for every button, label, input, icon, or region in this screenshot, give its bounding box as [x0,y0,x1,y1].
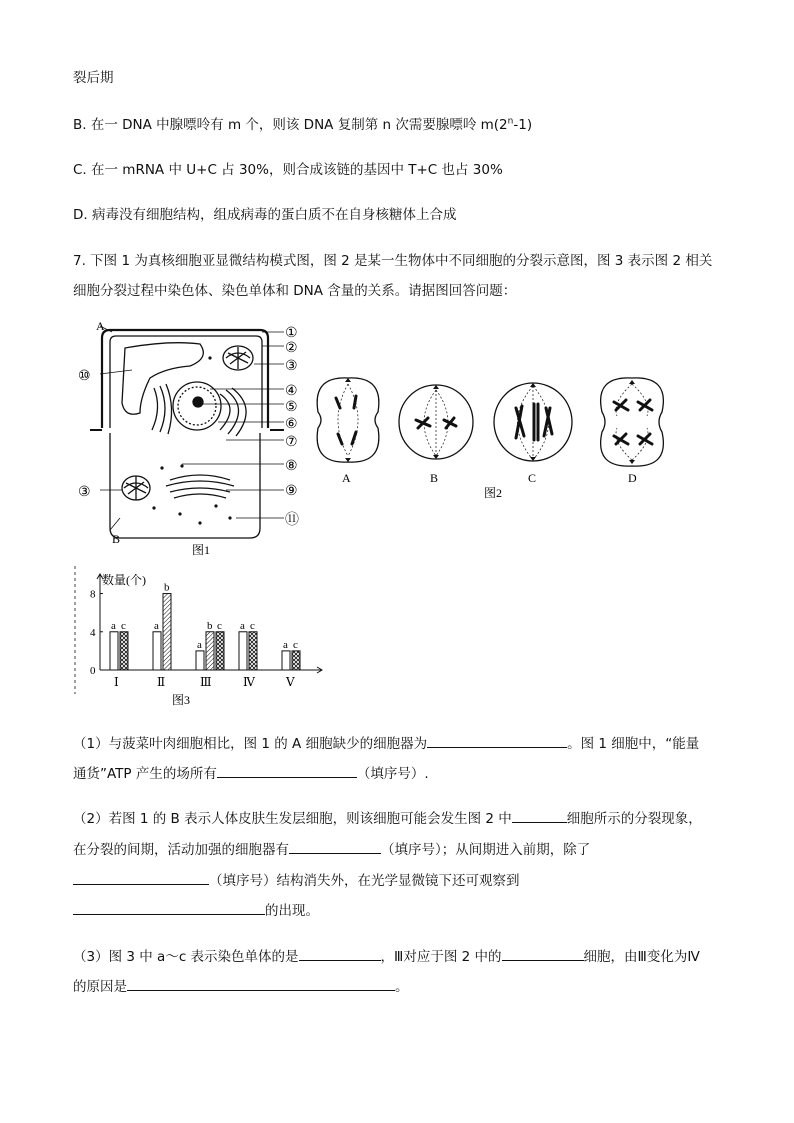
fig1-label-b: B [112,532,121,546]
bar-c-4 [292,651,300,670]
answer-blank-9[interactable] [127,976,395,991]
bar-label-c-2: c [217,619,222,632]
x-tick-label-2: Ⅲ [200,675,212,689]
answer-blank-1[interactable] [427,733,567,748]
fig1-num-11: ⑪ [285,513,299,528]
fig1-label-a: A [96,319,105,333]
figure-3-bar-chart [72,566,332,711]
fig1-num-10: ⑩ [78,369,91,384]
answer-blank-7[interactable] [299,946,381,961]
fig1-num-4: ④ [285,384,298,399]
x-tick-label-3: Ⅳ [243,675,255,689]
fig1-num-3: ③ [285,359,298,374]
x-tick-label-0: Ⅰ [114,675,119,689]
bar-a-1 [153,632,161,670]
subquestion-2-line3: （填序号）结构消失外，在光学显微镜下还可观察到 [73,869,520,889]
y-axis-label: 数量(个) [102,573,146,587]
figure-1-cell-diagram [70,318,320,563]
bar-label-a-2: a [197,638,202,651]
bar-a-2 [196,651,204,670]
answer-blank-5[interactable] [73,870,209,885]
answer-blank-6[interactable] [73,900,265,915]
fig1-num-1: ① [285,326,298,341]
fig1-num-8: ⑧ [285,459,298,474]
fig1-num-5: ⑤ [285,400,298,415]
answer-blank-2[interactable] [217,763,357,778]
x-tick-label-1: Ⅱ [157,675,166,689]
bar-b-1 [163,594,171,670]
bar-a-0 [110,632,118,670]
answer-blank-4[interactable] [289,839,381,854]
bar-label-b-1: b [164,581,170,594]
fig3-caption: 图3 [172,693,191,707]
bar-c-0 [120,632,128,670]
option-b: B. 在一 DNA 中腺嘌呤有 m 个，则该 DNA 复制第 n 次需要腺嘌呤 m(2$^n$-1) [73,116,533,133]
fig1-num-7: ⑦ [285,435,298,450]
bar-b-2 [206,632,214,670]
bar-c-3 [249,632,257,670]
fig2-label-c: C [528,471,537,485]
fig1-num-2: ② [285,341,298,356]
bar-label-a-1: a [154,619,159,632]
subquestion-2-line2: 在分裂的间期，活动加强的细胞器有 （填序号）；从间期进入前期，除了 [73,838,590,858]
fig1-caption: 图1 [192,543,211,557]
subquestion-3-line2: 的原因是 。 [73,975,409,995]
answer-blank-8[interactable] [502,946,584,961]
option-d: D. 病毒没有细胞结构，组成病毒的蛋白质不在自身核糖体上合成 [73,207,457,223]
bar-label-a-4: a [283,638,288,651]
bar-label-c-3: c [250,619,255,632]
bar-label-c-4: c [293,638,298,651]
y-tick-label: 0 [90,665,96,677]
bar-label-a-3: a [240,619,245,632]
bar-label-a-0: a [111,619,116,632]
fig1-num-6: ⑥ [285,417,298,432]
fig2-caption: 图2 [484,486,503,500]
question-7-line2: 细胞分裂过程中染色体、染色单体和 DNA 含量的关系。请据图回答问题： [73,283,517,299]
y-tick-label: 4 [90,626,96,639]
fig2-label-b: B [430,471,439,485]
subquestion-2-line4: 的出现。 [73,899,319,919]
text-line-1: 裂后期 [73,70,114,86]
subquestion-1-line1: （1）与菠菜叶肉细胞相比，图 1 的 A 细胞缺少的细胞器为 。图 1 细胞中，“能量 [73,732,699,752]
answer-blank-3[interactable] [512,808,567,823]
bar-a-4 [282,651,290,670]
bar-label-b-2: b [207,619,213,632]
question-7-line1: 7. 下图 1 为真核细胞亚显微结构模式图，图 2 是某一生物体中不同细胞的分裂示意图，图 3 表示图 2 相关 [73,253,713,269]
fig2-label-a: A [342,471,351,485]
bar-label-c-0: c [121,619,126,632]
bar-a-3 [239,632,247,670]
x-tick-label-4: Ⅴ [286,675,295,689]
subquestion-3-line1: （3）图 3 中 a～c 表示染色单体的是 ，Ⅲ对应于图 2 中的 细胞，由Ⅲ变化为Ⅳ [73,945,700,965]
subquestion-2-line1: （2）若图 1 的 B 表示人体皮肤生发层细胞，则该细胞可能会发生图 2 中 细胞所示的分裂现象， [73,807,702,827]
bar-c-2 [216,632,224,670]
y-tick-label: 8 [90,588,96,601]
subquestion-1-line2: 通货”ATP 产生的场所有 （填序号）. [73,762,429,782]
fig1-num-9: ⑨ [285,484,298,499]
fig1-num-3b: ③ [78,485,91,500]
fig2-label-d: D [628,471,637,485]
option-c: C. 在一 mRNA 中 U+C 占 30%，则合成该链的基因中 T+C 也占 30% [73,162,503,178]
figure-2-cell-division [312,372,672,502]
